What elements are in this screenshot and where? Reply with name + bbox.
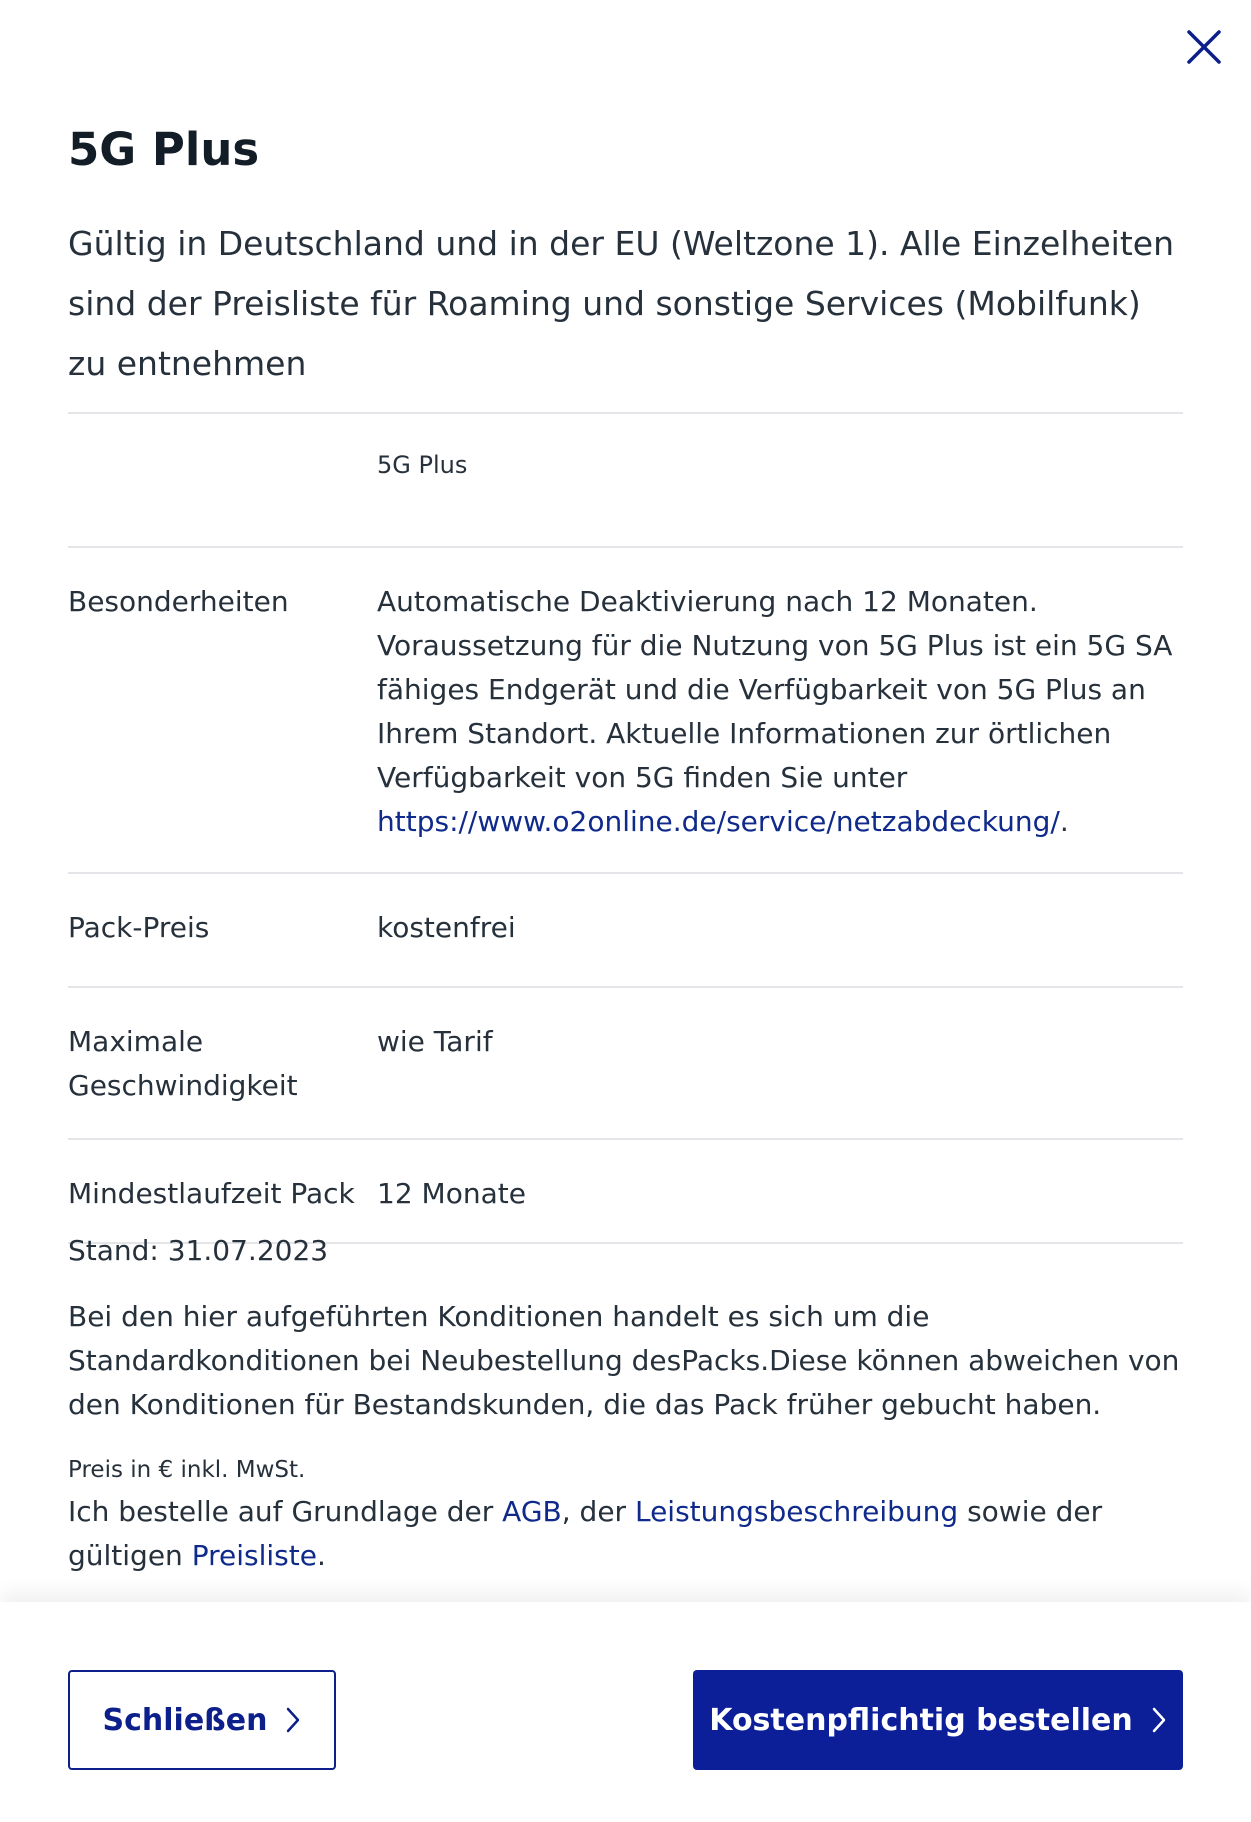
table-header-row	[68, 413, 1183, 547]
legal-suffix: .	[316, 1539, 326, 1572]
conditions-notice: Bei den hier aufgeführten Konditionen handelt es sich um die Standardkonditionen bei Neubestellung desPacks.Diese können abweichen von den Konditionen für Bestandskunden, die das Pack früher gebucht haben.	[68, 1300, 1180, 1421]
table-header-value: 5G Plus	[377, 451, 468, 479]
order-label: Kostenpflichtig bestellen	[709, 1702, 1133, 1738]
legal-mid1: , der	[561, 1495, 635, 1528]
row-value-besonderheiten	[377, 547, 1183, 873]
table-header-empty	[68, 413, 377, 547]
table-row	[68, 987, 1183, 1139]
legal-mid2: sowie der gültigen	[68, 1495, 1103, 1572]
row-value-pack-preis: kostenfrei	[377, 911, 516, 944]
close-dialog-label: Schließen	[102, 1702, 268, 1738]
table-row	[68, 1139, 1183, 1243]
stand-date: Stand: 31.07.2023	[68, 1234, 329, 1267]
besonderheiten-text: Automatische Deaktivierung nach 12 Monaten. Voraussetzung für die Nutzung von 5G Plus ist ein 5G SA fähiges Endgerät und die Verfügbarkeit von 5G Plus an Ihrem Standort. Aktuelle Informationen zur örtlichen Verfügbarkeit von 5G finden Sie unter	[377, 585, 1173, 794]
chevron-right-icon	[285, 1706, 301, 1734]
close-dialog-button[interactable]	[68, 1670, 336, 1770]
row-label-pack-preis: Pack-Preis	[68, 911, 210, 944]
preisliste-link[interactable]: Preisliste	[191, 1539, 317, 1572]
dialog-title: 5G Plus	[68, 123, 260, 176]
legal-prefix: Ich bestelle auf Grundlage der	[68, 1495, 503, 1528]
legal-text	[68, 1490, 1183, 1578]
row-label-besonderheiten: Besonderheiten	[68, 585, 289, 618]
netzabdeckung-link[interactable]: https://www.o2online.de/service/netzabdeckung/	[377, 805, 1060, 838]
table-row	[68, 547, 1183, 873]
table-row	[68, 873, 1183, 987]
besonderheiten-suffix: .	[1059, 805, 1069, 838]
close-icon	[1183, 26, 1225, 68]
row-label-mindestlaufzeit: Mindestlaufzeit Pack	[68, 1177, 355, 1210]
price-note: Preis in € inkl. MwSt.	[68, 1457, 306, 1483]
intro-text: Gültig in Deutschland und in der EU (Weltzone 1). Alle Einzelheiten sind der Preisliste für Roaming und sonstige Services (Mobilfunk) zu entnehmen	[68, 224, 1174, 383]
details-table	[68, 412, 1183, 1244]
leistungsbeschreibung-link[interactable]: Leistungsbeschreibung	[634, 1495, 959, 1528]
row-value-mindestlaufzeit: 12 Monate	[377, 1177, 526, 1210]
dialog-footer	[0, 1602, 1251, 1822]
row-label-max-speed: Maximale Geschwindigkeit	[68, 1025, 298, 1102]
chevron-right-icon	[1151, 1706, 1167, 1734]
close-button[interactable]	[1183, 26, 1225, 68]
agb-link[interactable]: AGB	[502, 1495, 562, 1528]
row-value-max-speed: wie Tarif	[377, 1025, 493, 1058]
order-button[interactable]	[693, 1670, 1183, 1770]
